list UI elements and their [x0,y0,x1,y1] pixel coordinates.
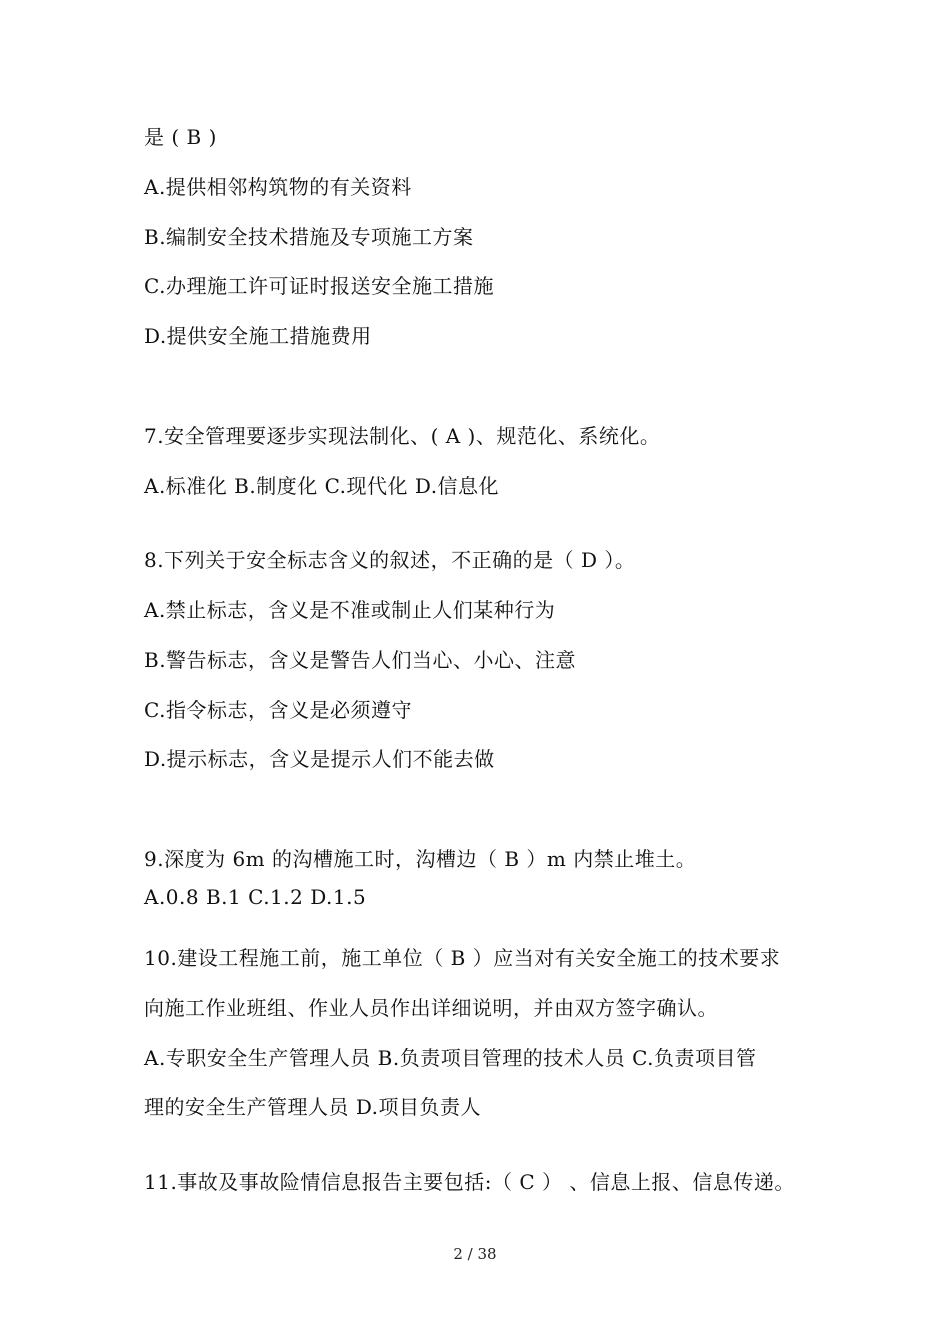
q9-stem: 9.深度为 6m 的沟槽施工时，沟槽边（ B ）m 内禁止堆土。 [144,847,697,871]
q7-stem: 7.安全管理要逐步实现法制化、( A )、规范化、系统化。 [144,424,661,448]
q10-stem-line1: 10.建设工程施工前，施工单位（ B ）应当对有关安全施工的技术要求 [144,946,781,970]
q6-option-a: A.提供相邻构筑物的有关资料 [144,175,412,199]
q9-options: A.0.8 B.1 C.1.2 D.1.5 [144,885,367,909]
q6-option-b: B.编制安全技术措施及专项施工方案 [144,225,474,249]
q6-option-d: D.提供安全施工措施费用 [144,324,372,348]
q6-option-c: C.办理施工许可证时报送安全施工措施 [144,274,494,298]
page-number: 2 / 38 [453,1245,497,1263]
q8-stem: 8.下列关于安全标志含义的叙述，不正确的是（ D ）。 [144,548,636,572]
q8-option-a: A.禁止标志，含义是不准或制止人们某种行为 [144,598,556,622]
q11-stem: 11.事故及事故险情信息报告主要包括:（ C ） 、信息上报、信息传递。 [144,1170,795,1194]
q10-stem-line2: 向施工作业班组、作业人员作出详细说明，并由双方签字确认。 [144,996,718,1020]
q8-option-c: C.指令标志，含义是必须遵守 [144,698,412,722]
q10-options-line1: A.专职安全生产管理人员 B.负责项目管理的技术人员 C.负责项目管 [144,1046,757,1070]
q8-option-b: B.警告标志，含义是警告人们当心、小心、注意 [144,648,577,672]
q6-stem-tail: 是 ( B ) [144,125,217,149]
q8-option-d: D.提示标志，含义是提示人们不能去做 [144,747,495,771]
q7-options: A.标准化 B.制度化 C.现代化 D.信息化 [144,474,500,498]
q10-options-line2: 理的安全生产管理人员 D.项目负责人 [144,1095,482,1119]
